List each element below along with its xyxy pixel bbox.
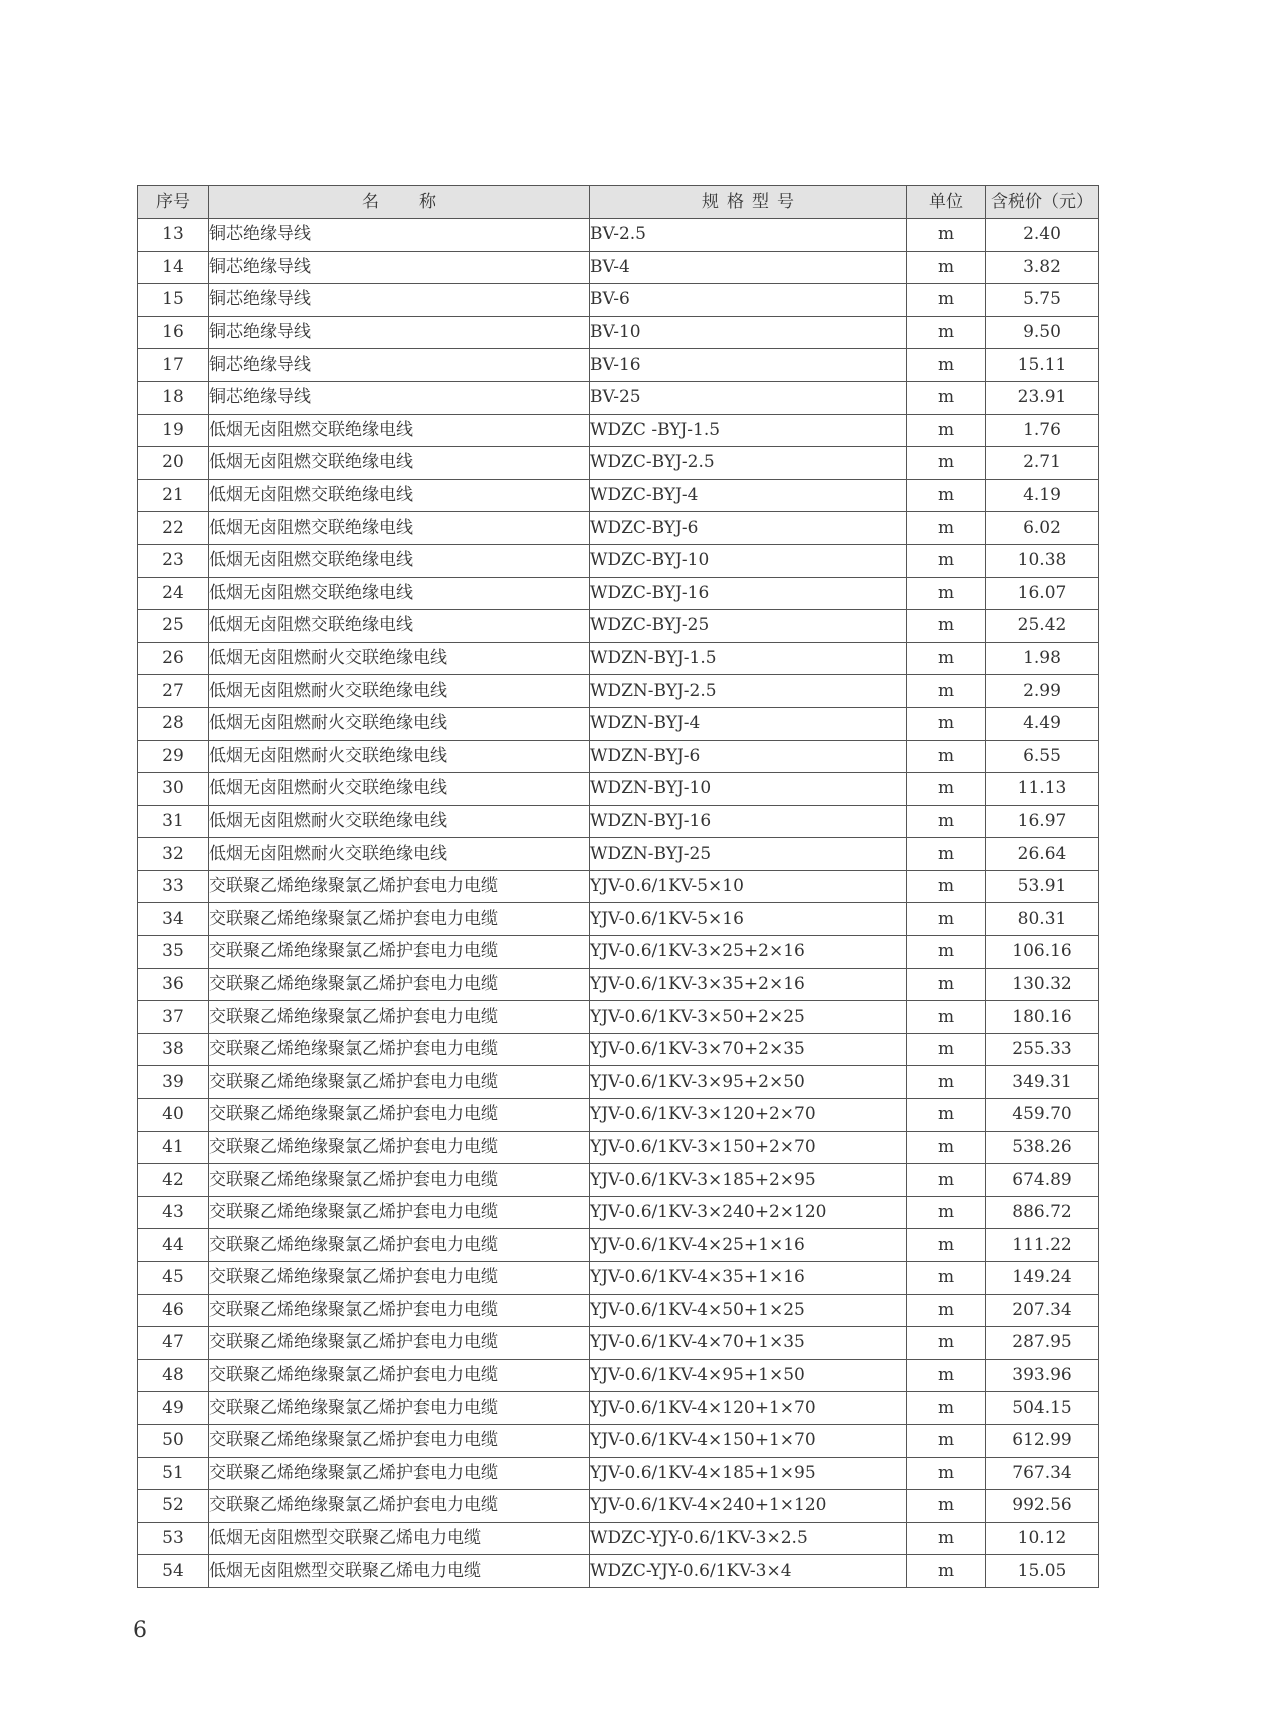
cell-price: 1.76 xyxy=(986,414,1099,447)
cell-name: 交联聚乙烯绝缘聚氯乙烯护套电力电缆 xyxy=(209,1196,590,1229)
cell-name: 交联聚乙烯绝缘聚氯乙烯护套电力电缆 xyxy=(209,1262,590,1295)
cell-name: 低烟无卤阻燃交联绝缘电线 xyxy=(209,479,590,512)
cell-unit: m xyxy=(907,1229,986,1262)
cell-no: 41 xyxy=(138,1131,209,1164)
table-row xyxy=(138,1033,1099,1066)
cell-name: 交联聚乙烯绝缘聚氯乙烯护套电力电缆 xyxy=(209,1033,590,1066)
cell-spec: WDZN-BYJ-10 xyxy=(590,773,907,806)
cell-no: 16 xyxy=(138,316,209,349)
cell-no: 44 xyxy=(138,1229,209,1262)
cell-price: 2.40 xyxy=(986,219,1099,252)
header-row xyxy=(138,186,1099,219)
cell-spec: YJV-0.6/1KV-4×240+1×120 xyxy=(590,1490,907,1523)
cell-unit: m xyxy=(907,1327,986,1360)
table-row xyxy=(138,219,1099,252)
cell-name: 交联聚乙烯绝缘聚氯乙烯护套电力电缆 xyxy=(209,1327,590,1360)
cell-name: 低烟无卤阻燃耐火交联绝缘电线 xyxy=(209,773,590,806)
cell-name: 低烟无卤阻燃交联绝缘电线 xyxy=(209,610,590,643)
cell-no: 30 xyxy=(138,773,209,806)
table-row xyxy=(138,251,1099,284)
table-row xyxy=(138,1522,1099,1555)
cell-name: 交联聚乙烯绝缘聚氯乙烯护套电力电缆 xyxy=(209,936,590,969)
cell-price: 106.16 xyxy=(986,936,1099,969)
cell-no: 36 xyxy=(138,968,209,1001)
cell-name: 低烟无卤阻燃交联绝缘电线 xyxy=(209,414,590,447)
cell-no: 47 xyxy=(138,1327,209,1360)
cell-no: 54 xyxy=(138,1555,209,1588)
cell-spec: BV-10 xyxy=(590,316,907,349)
table-row xyxy=(138,642,1099,675)
cell-spec: YJV-0.6/1KV-4×50+1×25 xyxy=(590,1294,907,1327)
cell-spec: WDZN-BYJ-6 xyxy=(590,740,907,773)
cell-price: 6.55 xyxy=(986,740,1099,773)
cell-unit: m xyxy=(907,1066,986,1099)
cell-unit: m xyxy=(907,1164,986,1197)
header-spec: 规格型号 xyxy=(590,186,907,219)
cell-name: 低烟无卤阻燃耐火交联绝缘电线 xyxy=(209,707,590,740)
cell-spec: YJV-0.6/1KV-3×50+2×25 xyxy=(590,1001,907,1034)
cell-no: 45 xyxy=(138,1262,209,1295)
cell-no: 23 xyxy=(138,544,209,577)
table-row xyxy=(138,1294,1099,1327)
cell-spec: YJV-0.6/1KV-4×150+1×70 xyxy=(590,1424,907,1457)
cell-name: 交联聚乙烯绝缘聚氯乙烯护套电力电缆 xyxy=(209,1164,590,1197)
cell-price: 612.99 xyxy=(986,1424,1099,1457)
cell-price: 287.95 xyxy=(986,1327,1099,1360)
cell-no: 22 xyxy=(138,512,209,545)
table-row xyxy=(138,740,1099,773)
cell-price: 149.24 xyxy=(986,1262,1099,1295)
cell-price: 11.13 xyxy=(986,773,1099,806)
cell-unit: m xyxy=(907,1490,986,1523)
cell-unit: m xyxy=(907,936,986,969)
cell-spec: YJV-0.6/1KV-3×150+2×70 xyxy=(590,1131,907,1164)
table-row xyxy=(138,838,1099,871)
cell-no: 46 xyxy=(138,1294,209,1327)
table-row xyxy=(138,1196,1099,1229)
cell-unit: m xyxy=(907,838,986,871)
cell-price: 2.71 xyxy=(986,447,1099,480)
cell-spec: WDZC-BYJ-25 xyxy=(590,610,907,643)
cell-price: 5.75 xyxy=(986,284,1099,317)
table-row xyxy=(138,805,1099,838)
table-row xyxy=(138,414,1099,447)
cell-spec: WDZC-BYJ-16 xyxy=(590,577,907,610)
cell-price: 207.34 xyxy=(986,1294,1099,1327)
cell-no: 43 xyxy=(138,1196,209,1229)
price-table xyxy=(137,185,1099,1588)
cell-name: 交联聚乙烯绝缘聚氯乙烯护套电力电缆 xyxy=(209,1066,590,1099)
cell-no: 27 xyxy=(138,675,209,708)
cell-name: 低烟无卤阻燃耐火交联绝缘电线 xyxy=(209,642,590,675)
table-row xyxy=(138,1392,1099,1425)
cell-price: 26.64 xyxy=(986,838,1099,871)
cell-unit: m xyxy=(907,1522,986,1555)
cell-spec: BV-25 xyxy=(590,381,907,414)
cell-name: 低烟无卤阻燃型交联聚乙烯电力电缆 xyxy=(209,1555,590,1588)
table-row xyxy=(138,1359,1099,1392)
cell-unit: m xyxy=(907,1099,986,1132)
cell-name: 铜芯绝缘导线 xyxy=(209,219,590,252)
cell-unit: m xyxy=(907,479,986,512)
cell-name: 铜芯绝缘导线 xyxy=(209,381,590,414)
cell-name: 低烟无卤阻燃耐火交联绝缘电线 xyxy=(209,805,590,838)
cell-no: 18 xyxy=(138,381,209,414)
cell-unit: m xyxy=(907,1359,986,1392)
cell-spec: YJV-0.6/1KV-5×10 xyxy=(590,870,907,903)
cell-unit: m xyxy=(907,1196,986,1229)
cell-price: 674.89 xyxy=(986,1164,1099,1197)
table-header xyxy=(138,186,1099,219)
cell-unit: m xyxy=(907,349,986,382)
cell-no: 52 xyxy=(138,1490,209,1523)
cell-name: 交联聚乙烯绝缘聚氯乙烯护套电力电缆 xyxy=(209,1424,590,1457)
cell-price: 767.34 xyxy=(986,1457,1099,1490)
cell-no: 33 xyxy=(138,870,209,903)
cell-no: 34 xyxy=(138,903,209,936)
cell-unit: m xyxy=(907,773,986,806)
cell-price: 15.05 xyxy=(986,1555,1099,1588)
table-row xyxy=(138,1262,1099,1295)
cell-unit: m xyxy=(907,675,986,708)
cell-unit: m xyxy=(907,903,986,936)
cell-spec: YJV-0.6/1KV-3×70+2×35 xyxy=(590,1033,907,1066)
cell-price: 16.07 xyxy=(986,577,1099,610)
cell-spec: YJV-0.6/1KV-4×95+1×50 xyxy=(590,1359,907,1392)
cell-spec: WDZC -BYJ-1.5 xyxy=(590,414,907,447)
table-row xyxy=(138,1457,1099,1490)
cell-name: 交联聚乙烯绝缘聚氯乙烯护套电力电缆 xyxy=(209,1392,590,1425)
cell-name: 交联聚乙烯绝缘聚氯乙烯护套电力电缆 xyxy=(209,1131,590,1164)
cell-spec: BV-2.5 xyxy=(590,219,907,252)
table-row xyxy=(138,479,1099,512)
cell-spec: YJV-0.6/1KV-4×120+1×70 xyxy=(590,1392,907,1425)
cell-spec: YJV-0.6/1KV-3×240+2×120 xyxy=(590,1196,907,1229)
cell-no: 21 xyxy=(138,479,209,512)
cell-spec: YJV-0.6/1KV-3×95+2×50 xyxy=(590,1066,907,1099)
cell-spec: YJV-0.6/1KV-3×35+2×16 xyxy=(590,968,907,1001)
cell-spec: YJV-0.6/1KV-4×70+1×35 xyxy=(590,1327,907,1360)
cell-no: 14 xyxy=(138,251,209,284)
cell-spec: YJV-0.6/1KV-3×185+2×95 xyxy=(590,1164,907,1197)
cell-price: 886.72 xyxy=(986,1196,1099,1229)
cell-spec: WDZN-BYJ-1.5 xyxy=(590,642,907,675)
cell-spec: YJV-0.6/1KV-3×120+2×70 xyxy=(590,1099,907,1132)
cell-unit: m xyxy=(907,870,986,903)
cell-price: 349.31 xyxy=(986,1066,1099,1099)
cell-unit: m xyxy=(907,219,986,252)
table-row xyxy=(138,1001,1099,1034)
cell-no: 29 xyxy=(138,740,209,773)
cell-price: 80.31 xyxy=(986,903,1099,936)
cell-unit: m xyxy=(907,1001,986,1034)
cell-no: 24 xyxy=(138,577,209,610)
header-unit: 单位 xyxy=(907,186,986,219)
table-row xyxy=(138,903,1099,936)
cell-unit: m xyxy=(907,610,986,643)
cell-unit: m xyxy=(907,1457,986,1490)
cell-unit: m xyxy=(907,642,986,675)
table-row xyxy=(138,870,1099,903)
cell-spec: WDZN-BYJ-16 xyxy=(590,805,907,838)
cell-name: 铜芯绝缘导线 xyxy=(209,316,590,349)
cell-unit: m xyxy=(907,1294,986,1327)
cell-unit: m xyxy=(907,968,986,1001)
table-row xyxy=(138,1131,1099,1164)
table-row xyxy=(138,675,1099,708)
cell-no: 48 xyxy=(138,1359,209,1392)
cell-no: 15 xyxy=(138,284,209,317)
cell-price: 9.50 xyxy=(986,316,1099,349)
cell-spec: WDZN-BYJ-4 xyxy=(590,707,907,740)
cell-unit: m xyxy=(907,544,986,577)
cell-unit: m xyxy=(907,577,986,610)
table-row xyxy=(138,707,1099,740)
cell-unit: m xyxy=(907,707,986,740)
cell-name: 交联聚乙烯绝缘聚氯乙烯护套电力电缆 xyxy=(209,1001,590,1034)
cell-price: 10.12 xyxy=(986,1522,1099,1555)
cell-spec: WDZC-BYJ-10 xyxy=(590,544,907,577)
cell-price: 459.70 xyxy=(986,1099,1099,1132)
cell-no: 53 xyxy=(138,1522,209,1555)
cell-name: 交联聚乙烯绝缘聚氯乙烯护套电力电缆 xyxy=(209,1359,590,1392)
cell-no: 19 xyxy=(138,414,209,447)
cell-no: 17 xyxy=(138,349,209,382)
table-row xyxy=(138,1490,1099,1523)
table-row xyxy=(138,1555,1099,1588)
cell-unit: m xyxy=(907,316,986,349)
cell-no: 40 xyxy=(138,1099,209,1132)
table-row xyxy=(138,936,1099,969)
cell-price: 6.02 xyxy=(986,512,1099,545)
cell-spec: WDZC-BYJ-2.5 xyxy=(590,447,907,480)
cell-price: 16.97 xyxy=(986,805,1099,838)
table-row xyxy=(138,1164,1099,1197)
cell-price: 53.91 xyxy=(986,870,1099,903)
cell-price: 111.22 xyxy=(986,1229,1099,1262)
cell-unit: m xyxy=(907,381,986,414)
cell-unit: m xyxy=(907,284,986,317)
cell-no: 39 xyxy=(138,1066,209,1099)
cell-name: 低烟无卤阻燃型交联聚乙烯电力电缆 xyxy=(209,1522,590,1555)
table-body xyxy=(138,219,1099,1588)
cell-no: 42 xyxy=(138,1164,209,1197)
cell-no: 50 xyxy=(138,1424,209,1457)
cell-name: 交联聚乙烯绝缘聚氯乙烯护套电力电缆 xyxy=(209,1229,590,1262)
cell-name: 低烟无卤阻燃交联绝缘电线 xyxy=(209,544,590,577)
table-row xyxy=(138,316,1099,349)
cell-price: 3.82 xyxy=(986,251,1099,284)
cell-spec: WDZC-YJY-0.6/1KV-3×4 xyxy=(590,1555,907,1588)
header-no: 序号 xyxy=(138,186,209,219)
cell-name: 低烟无卤阻燃耐火交联绝缘电线 xyxy=(209,740,590,773)
cell-unit: m xyxy=(907,1262,986,1295)
cell-spec: YJV-0.6/1KV-4×35+1×16 xyxy=(590,1262,907,1295)
cell-no: 32 xyxy=(138,838,209,871)
cell-price: 15.11 xyxy=(986,349,1099,382)
cell-price: 130.32 xyxy=(986,968,1099,1001)
cell-unit: m xyxy=(907,251,986,284)
cell-spec: BV-6 xyxy=(590,284,907,317)
cell-no: 31 xyxy=(138,805,209,838)
cell-unit: m xyxy=(907,414,986,447)
cell-spec: WDZN-BYJ-2.5 xyxy=(590,675,907,708)
cell-price: 4.49 xyxy=(986,707,1099,740)
cell-no: 28 xyxy=(138,707,209,740)
table-row xyxy=(138,773,1099,806)
table-row xyxy=(138,1229,1099,1262)
cell-spec: BV-16 xyxy=(590,349,907,382)
table-row xyxy=(138,1327,1099,1360)
cell-price: 538.26 xyxy=(986,1131,1099,1164)
cell-no: 49 xyxy=(138,1392,209,1425)
cell-name: 低烟无卤阻燃交联绝缘电线 xyxy=(209,512,590,545)
table-row xyxy=(138,577,1099,610)
cell-unit: m xyxy=(907,447,986,480)
cell-unit: m xyxy=(907,805,986,838)
cell-name: 交联聚乙烯绝缘聚氯乙烯护套电力电缆 xyxy=(209,1294,590,1327)
table-row xyxy=(138,512,1099,545)
cell-spec: YJV-0.6/1KV-3×25+2×16 xyxy=(590,936,907,969)
cell-name: 铜芯绝缘导线 xyxy=(209,251,590,284)
cell-unit: m xyxy=(907,512,986,545)
cell-unit: m xyxy=(907,1555,986,1588)
cell-name: 交联聚乙烯绝缘聚氯乙烯护套电力电缆 xyxy=(209,1457,590,1490)
cell-price: 4.19 xyxy=(986,479,1099,512)
cell-name: 低烟无卤阻燃交联绝缘电线 xyxy=(209,577,590,610)
cell-no: 26 xyxy=(138,642,209,675)
table-row xyxy=(138,284,1099,317)
cell-unit: m xyxy=(907,740,986,773)
cell-price: 393.96 xyxy=(986,1359,1099,1392)
cell-name: 铜芯绝缘导线 xyxy=(209,349,590,382)
cell-price: 180.16 xyxy=(986,1001,1099,1034)
cell-no: 13 xyxy=(138,219,209,252)
cell-name: 交联聚乙烯绝缘聚氯乙烯护套电力电缆 xyxy=(209,1490,590,1523)
cell-name: 交联聚乙烯绝缘聚氯乙烯护套电力电缆 xyxy=(209,1099,590,1132)
cell-name: 低烟无卤阻燃交联绝缘电线 xyxy=(209,447,590,480)
cell-no: 20 xyxy=(138,447,209,480)
table-row xyxy=(138,349,1099,382)
cell-no: 51 xyxy=(138,1457,209,1490)
cell-spec: WDZC-BYJ-6 xyxy=(590,512,907,545)
cell-unit: m xyxy=(907,1392,986,1425)
cell-price: 10.38 xyxy=(986,544,1099,577)
table-row xyxy=(138,968,1099,1001)
cell-spec: WDZC-BYJ-4 xyxy=(590,479,907,512)
cell-unit: m xyxy=(907,1424,986,1457)
cell-price: 992.56 xyxy=(986,1490,1099,1523)
cell-name: 低烟无卤阻燃耐火交联绝缘电线 xyxy=(209,675,590,708)
cell-spec: BV-4 xyxy=(590,251,907,284)
cell-price: 255.33 xyxy=(986,1033,1099,1066)
table-row xyxy=(138,1424,1099,1457)
table-row xyxy=(138,544,1099,577)
cell-name: 低烟无卤阻燃耐火交联绝缘电线 xyxy=(209,838,590,871)
header-price: 含税价（元） xyxy=(986,186,1099,219)
header-name: 名称 xyxy=(209,186,590,219)
cell-price: 1.98 xyxy=(986,642,1099,675)
cell-spec: WDZN-BYJ-25 xyxy=(590,838,907,871)
cell-name: 交联聚乙烯绝缘聚氯乙烯护套电力电缆 xyxy=(209,870,590,903)
cell-price: 2.99 xyxy=(986,675,1099,708)
table-row xyxy=(138,610,1099,643)
cell-no: 35 xyxy=(138,936,209,969)
cell-spec: YJV-0.6/1KV-4×25+1×16 xyxy=(590,1229,907,1262)
cell-spec: YJV-0.6/1KV-4×185+1×95 xyxy=(590,1457,907,1490)
table-row xyxy=(138,381,1099,414)
cell-name: 交联聚乙烯绝缘聚氯乙烯护套电力电缆 xyxy=(209,903,590,936)
cell-spec: YJV-0.6/1KV-5×16 xyxy=(590,903,907,936)
table-row xyxy=(138,447,1099,480)
cell-unit: m xyxy=(907,1131,986,1164)
cell-no: 25 xyxy=(138,610,209,643)
table-row xyxy=(138,1099,1099,1132)
cell-unit: m xyxy=(907,1033,986,1066)
table-row xyxy=(138,1066,1099,1099)
cell-no: 37 xyxy=(138,1001,209,1034)
cell-spec: WDZC-YJY-0.6/1KV-3×2.5 xyxy=(590,1522,907,1555)
cell-name: 铜芯绝缘导线 xyxy=(209,284,590,317)
cell-name: 交联聚乙烯绝缘聚氯乙烯护套电力电缆 xyxy=(209,968,590,1001)
cell-price: 25.42 xyxy=(986,610,1099,643)
cell-price: 504.15 xyxy=(986,1392,1099,1425)
cell-no: 38 xyxy=(138,1033,209,1066)
page-number: 6 xyxy=(133,1618,147,1643)
cell-price: 23.91 xyxy=(986,381,1099,414)
